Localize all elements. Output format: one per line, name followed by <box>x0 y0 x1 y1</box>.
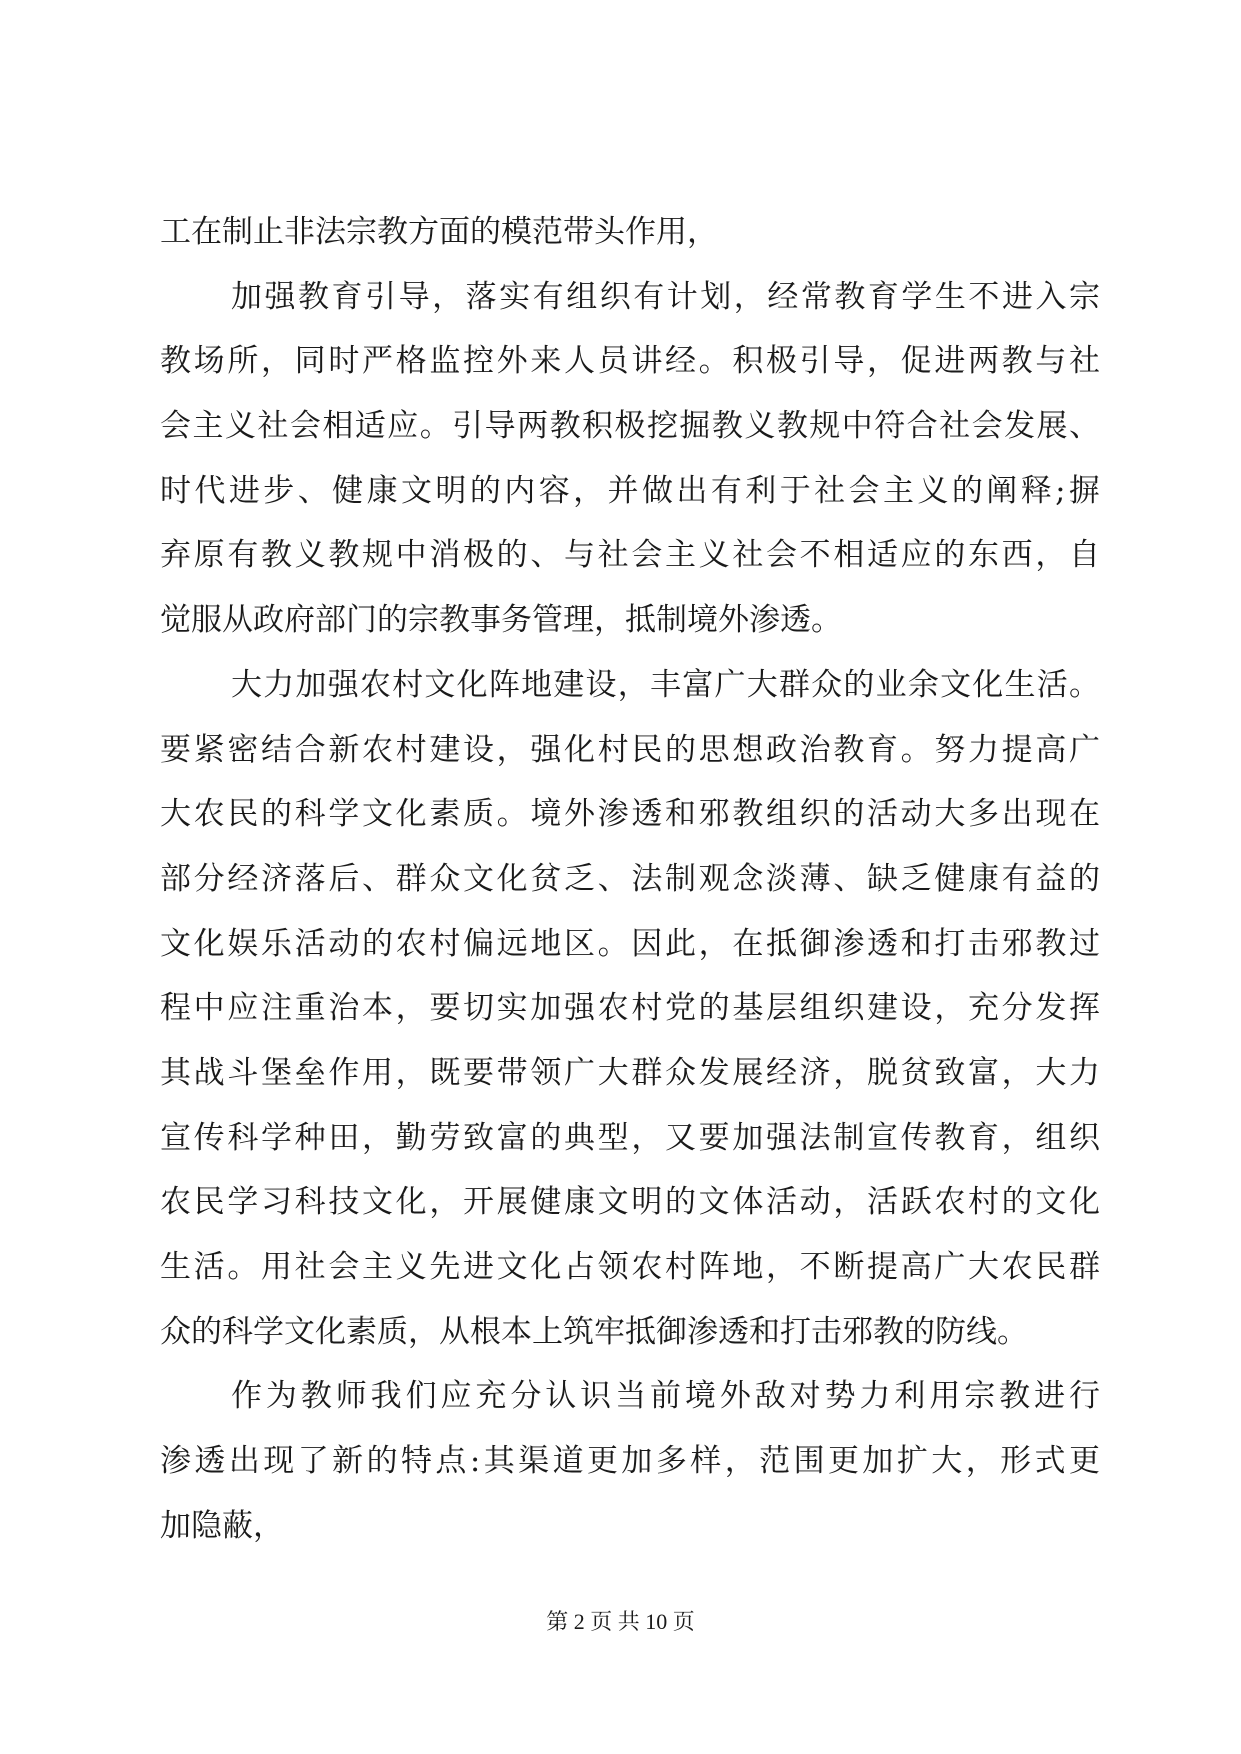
text-line: 宣传科学种田，勤劳致富的典型，又要加强法制宣传教育，组织 <box>160 1119 1100 1156</box>
text-line: 生活。用社会主义先进文化占领农村阵地，不断提高广大农民群 <box>160 1249 1100 1285</box>
text-line: 大农民的科学文化素质。境外渗透和邪教组织的活动大多出现在 <box>160 796 1100 833</box>
text-line: 农民学习科技文化，开展健康文明的文体活动，活跃农村的文化 <box>160 1184 1100 1221</box>
text-line: 加强教育引导，落实有组织有计划，经常教育学生不进入宗 <box>231 278 1100 315</box>
page-number-footer: 第 2 页 共 10 页 <box>546 1609 695 1634</box>
text-line: 加隐蔽， <box>160 1507 284 1544</box>
text-line: 部分经济落后、群众文化贫乏、法制观念淡薄、缺乏健康有益的 <box>160 860 1100 897</box>
text-line: 觉服从政府部门的宗教事务管理，抵制境外渗透。 <box>160 602 842 639</box>
text-line: 弃原有教义教规中消极的、与社会主义社会不相适应的东西，自 <box>160 537 1100 574</box>
text-line: 文化娱乐活动的农村偏远地区。因此，在抵御渗透和打击邪教过 <box>160 925 1100 962</box>
text-line: 渗透出现了新的特点:其渠道更加多样，范围更加扩大，形式更 <box>160 1443 1100 1480</box>
text-line: 教场所，同时严格监控外来人员讲经。积极引导，促进两教与社 <box>160 343 1100 380</box>
paragraph <box>160 265 1100 653</box>
text-line: 其战斗堡垒作用，既要带领广大群众发展经济，脱贫致富，大力 <box>160 1054 1100 1091</box>
text-line: 时代进步、健康文明的内容，并做出有利于社会主义的阐释;摒 <box>160 472 1100 509</box>
paragraph <box>160 653 1100 1365</box>
paragraph <box>160 200 1100 265</box>
paragraph <box>160 1364 1100 1558</box>
text-line: 工在制止非法宗教方面的模范带头作用， <box>160 214 718 250</box>
text-line: 程中应注重治本，要切实加强农村党的基层组织建设，充分发挥 <box>160 990 1100 1027</box>
body-text <box>160 200 1100 1558</box>
text-line: 要紧密结合新农村建设，强化村民的思想政治教育。努力提高广 <box>160 731 1100 768</box>
text-line: 众的科学文化素质，从根本上筑牢抵御渗透和打击邪教的防线。 <box>160 1313 1028 1350</box>
text-line: 作为教师我们应充分认识当前境外敌对势力利用宗教进行 <box>231 1378 1100 1415</box>
text-line: 大力加强农村文化阵地建设，丰富广大群众的业余文化生活。 <box>231 666 1100 703</box>
text-line: 会主义社会相适应。引导两教积极挖掘教义教规中符合社会发展、 <box>160 408 1100 445</box>
